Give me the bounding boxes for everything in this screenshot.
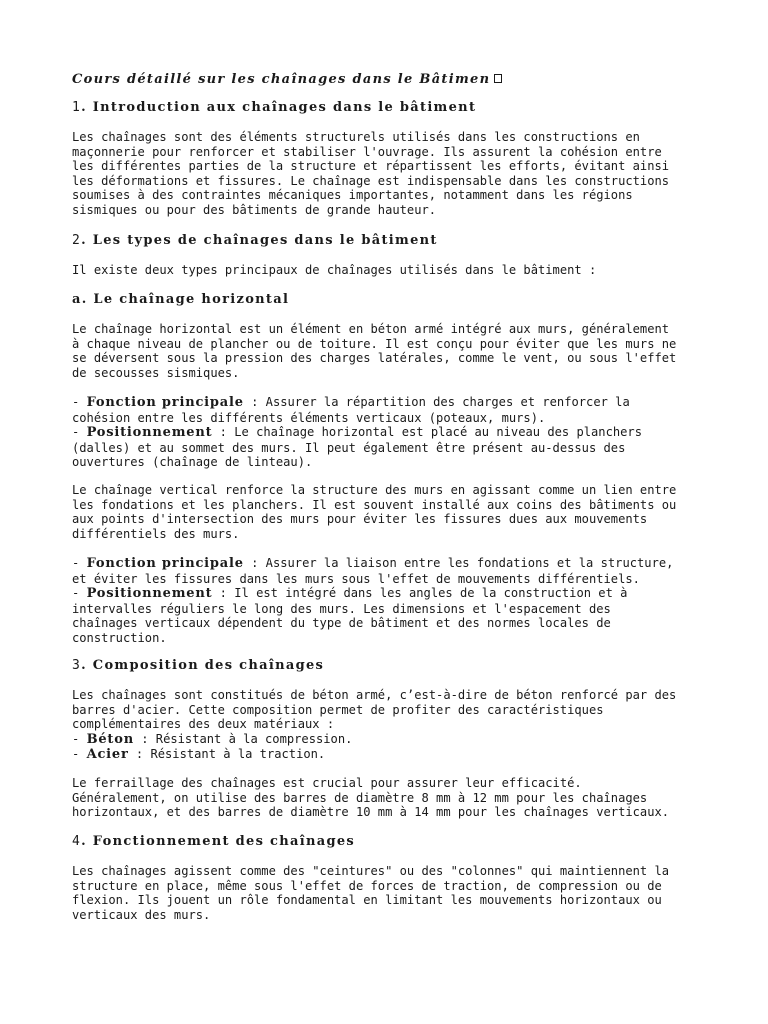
- missing-glyph-box: [494, 74, 502, 83]
- beton-label: Béton: [86, 731, 134, 747]
- paragraph-line: Les chaînages agissent comme des "ceintures" ou des "colonnes" qui maintiennent la: [72, 864, 670, 878]
- section-1-title: . Introduction aux chaînages dans le bâtiment: [81, 100, 477, 115]
- paragraph-line: intervalles réguliers le long des murs. Les dimensions et l'espacement des: [72, 601, 611, 616]
- section-2-heading: [72, 233, 438, 248]
- position-text: : Le chaînage horizontal est placé au niveau des planchers: [212, 425, 642, 440]
- paragraph-line: (dalles) et au sommet des murs. Il peut également être présent au-dessus des: [72, 440, 626, 455]
- section-2-intro: [72, 263, 596, 278]
- section-3-paragraph: [72, 688, 676, 763]
- paragraph-line: différentiels des murs.: [72, 526, 240, 541]
- paragraph-line: les différentes parties de la structure et répartissent les efforts, évitant ainsi: [72, 159, 670, 174]
- paragraph-line: maçonnerie pour renforcer et stabiliser l'ouvrage. Ils assurent la cohésion entre: [72, 144, 662, 159]
- paragraph-line: complémentaires des deux matériaux :: [72, 717, 335, 732]
- paragraph-line: flexion. Ils jouent un rôle fondamental en limitant les mouvements horizontaux ou: [72, 893, 662, 908]
- section-2-title: . Les types de chaînages dans le bâtiment: [81, 233, 438, 248]
- section-3-heading: [72, 658, 324, 673]
- paragraph-line: soumises à des contraintes mécaniques importantes, notamment dans les régions: [72, 188, 633, 203]
- section-1-number: 1: [72, 100, 82, 115]
- paragraph-line: à chaque niveau de plancher ou de toiture. Il est conçu pour éviter que les murs ne: [72, 336, 677, 351]
- section-2-number: 2: [72, 233, 82, 248]
- subsection-a-heading: [72, 292, 289, 307]
- bullet-line: - Positionnement : Il est intégré dans les angles de la construction et à: [72, 586, 628, 602]
- vertical-paragraph: [72, 483, 676, 541]
- section-3-paragraph-2: [72, 776, 669, 820]
- acier-text: : Résistant à la traction.: [128, 747, 326, 762]
- document-title: [72, 72, 502, 94]
- paragraph-line: Le chaînage vertical renforce la structure des murs en agissant comme un lien entre: [72, 483, 677, 497]
- section-4-heading: [72, 834, 355, 849]
- paragraph-line: Généralement, on utilise des barres de diamètre 8 mm à 12 mm pour les chaînages: [72, 790, 648, 805]
- position-text: : Il est intégré dans les angles de la construction et à: [212, 586, 628, 601]
- paragraph-line: Les chaînages sont des éléments structurels utilisés dans les constructions en: [72, 130, 640, 144]
- bullet-line: - Fonction principale : Assurer la répartition des charges et renforcer la: [72, 395, 630, 410]
- paragraph-line: les déformations et fissures. Le chaînage est indispensable dans les constructions: [72, 173, 670, 188]
- paragraph-line: construction.: [72, 630, 167, 645]
- fonction-text: : Assurer la liaison entre les fondations et la structure,: [243, 556, 674, 570]
- section-3-number: 3: [72, 658, 82, 673]
- paragraph-line: sismiques ou pour des bâtiments de grande hauteur.: [72, 202, 437, 217]
- position-label: Positionnement: [86, 586, 213, 602]
- position-label: Positionnement: [86, 425, 213, 441]
- horizontal-details: [72, 395, 642, 470]
- bullet-line: - Béton : Résistant à la compression.: [72, 731, 353, 747]
- vertical-details: [72, 556, 673, 646]
- bullet-line: - Fonction principale : Assurer la liaison entre les fondations et la structure,: [72, 556, 674, 571]
- acier-label: Acier: [86, 747, 129, 763]
- paragraph-line: Le ferraillage des chaînages est crucial pour assurer leur efficacité.: [72, 776, 582, 790]
- beton-text: : Résistant à la compression.: [133, 731, 353, 746]
- paragraph-line: aux points d'intersection des murs pour éviter les fissures dues aux mouvements: [72, 512, 648, 527]
- document-title-text: Cours détaillé sur les chaînages dans le Bâtimen: [72, 72, 491, 87]
- paragraph-line: barres d'acier. Cette composition permet de profiter des caractéristiques: [72, 702, 604, 717]
- section-3-title: . Composition des chaînages: [81, 658, 325, 673]
- section-4-paragraph: [72, 864, 669, 922]
- fonction-text: : Assurer la répartition des charges et renforcer la: [243, 395, 630, 409]
- section-4-number: 4: [72, 834, 82, 849]
- section-1-paragraph: [72, 130, 669, 218]
- bullet-line: - Acier : Résistant à la traction.: [72, 747, 326, 763]
- fonction-label: Fonction principale: [86, 395, 244, 410]
- paragraph-line: les fondations et les planchers. Il est souvent installé aux coins des bâtiments ou: [72, 497, 677, 512]
- paragraph-line: ouvertures (chaînage de linteau).: [72, 455, 313, 470]
- paragraph-line: verticaux des murs.: [72, 907, 211, 922]
- subsection-a-title: a. Le chaînage horizontal: [72, 292, 290, 307]
- paragraph-line: et éviter les fissures dans les murs sous l'effet de mouvements différentiels.: [72, 571, 640, 586]
- paragraph-line: horizontaux, et des barres de diamètre 10 mm à 14 mm pour les chaînages verticaux.: [72, 805, 670, 820]
- paragraph-line: Les chaînages sont constitués de béton armé, c’est-à-dire de béton renforcé par des: [72, 688, 677, 702]
- section-4-title: . Fonctionnement des chaînages: [81, 834, 356, 849]
- paragraph-line: chaînages verticaux dépendent du type de bâtiment et des normes locales de: [72, 616, 611, 631]
- paragraph-line: de secousses sismiques.: [72, 365, 240, 380]
- paragraph-line: cohésion entre les différents éléments verticaux (poteaux, murs).: [72, 410, 546, 425]
- paragraph-line: structure en place, même sous l'effet de forces de traction, de compression ou de: [72, 878, 662, 893]
- paragraph-line: Le chaînage horizontal est un élément en béton armé intégré aux murs, généralement: [72, 322, 670, 336]
- horizontal-paragraph: [72, 322, 676, 380]
- paragraph-line: Il existe deux types principaux de chaînages utilisés dans le bâtiment :: [72, 263, 597, 277]
- section-1-heading: [72, 100, 476, 115]
- bullet-line: - Positionnement : Le chaînage horizontal est placé au niveau des planchers: [72, 425, 642, 441]
- fonction-label: Fonction principale: [86, 556, 244, 571]
- paragraph-line: se déversent sous la pression des charges latérales, comme le vent, ou sous l'effet: [72, 351, 677, 366]
